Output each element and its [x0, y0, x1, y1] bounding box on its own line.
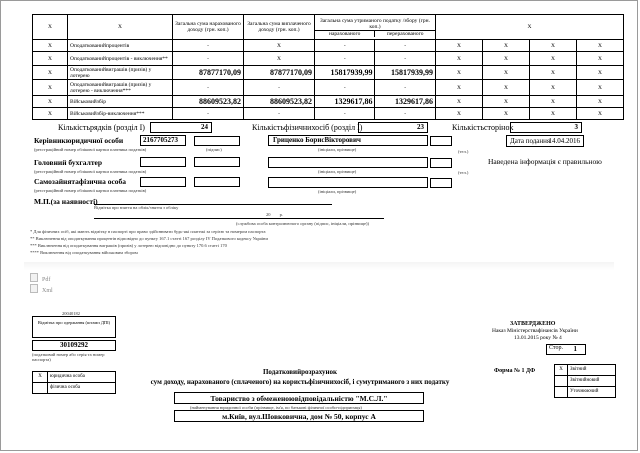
attachment-xml[interactable] [30, 279, 53, 297]
attachment-pdf-label: Pdf [42, 277, 51, 283]
header-sub-accrued: нарахованого [315, 31, 375, 37]
head-label: Керівникюридичної особи [34, 136, 124, 145]
pages-count-value: 3 [510, 122, 582, 133]
form-number: Форма № 1 ДФ [494, 368, 536, 374]
row-paid: 88609523,82 [244, 96, 315, 108]
head-tel-hint: (тел.) [458, 149, 469, 154]
person-type-label: юридична особа [48, 372, 116, 383]
person-type-mark: X [33, 372, 48, 383]
selfemployed-name-box [268, 177, 428, 188]
selfemployed-name-hint: (ініціали, прізвище) [318, 189, 357, 194]
report-type-label: Звітний [568, 365, 616, 376]
row-paid: 87877170,09 [244, 66, 315, 80]
header-tax-withheld [315, 15, 436, 40]
row-code: X [33, 66, 68, 80]
reg-date-suffix: р. [279, 212, 283, 217]
row-tax-transferred: - [375, 40, 435, 52]
table-row [33, 96, 624, 108]
row-code: X [33, 108, 68, 120]
table-row [33, 66, 624, 80]
head-sign-hint: (підпис) [206, 147, 222, 152]
footnote: ** Виключення від оподаткування процентів відповідно до пункту 167.1 статті 167 розділу IV Податкового кодексу України [30, 236, 268, 241]
report-title-1: Податковийрозрахунок [262, 368, 338, 376]
approved-title: ЗАТВЕРДЖЕНО [510, 321, 556, 327]
row-tax-accrued: - [315, 52, 375, 66]
row-accrued: 88609523,82 [173, 96, 244, 108]
row-tax-transferred: 1329617,86 [375, 96, 435, 108]
person-type-mark [33, 383, 48, 394]
xml-file-icon [30, 284, 38, 293]
head-code: 2167705273 [140, 135, 186, 146]
info-correct-text: Наведена інформація є правильною [488, 157, 602, 166]
row-label: Військовийзбір-виключення*** [68, 108, 173, 120]
row-tax-transferred: 15817939,99 [375, 66, 435, 80]
row-accrued: 87877170,09 [173, 66, 244, 80]
footnote: * Для фізичних осіб, які мають відмітку в паспорті про право здійснювати будь-які платежі за серією та номером паспорта [30, 229, 266, 234]
row-accrued: - [173, 40, 244, 52]
stamp-label: М.П.(за наявності) [34, 197, 98, 206]
report-type-mark: X [555, 365, 568, 376]
x-cell: X [529, 96, 576, 108]
footnote: **** Виключення від оподаткування військовим збором [30, 250, 138, 255]
report-type-mark [555, 387, 568, 398]
row-tax-transferred: - [375, 52, 435, 66]
table-row [33, 40, 624, 52]
report-type-mark [555, 376, 568, 387]
pages-count-label: Кількістьсторінок [452, 123, 514, 132]
header-x2: X [68, 15, 173, 40]
header-sub-transferred: перерахованого [386, 30, 424, 37]
head-tel-box [430, 136, 452, 146]
company-name: Товариство з обмеженоювідповідальністю "М.С.Л." [174, 392, 424, 404]
row-paid: - [244, 108, 315, 120]
x-cell: X [576, 52, 623, 66]
reg-line-2 [228, 204, 332, 205]
x-cell: X [529, 52, 576, 66]
dpi-stamp-box [32, 316, 116, 338]
page-number-value: 1 [573, 345, 577, 353]
x-cell: X [435, 66, 482, 80]
x-cell: X [435, 108, 482, 120]
head-name: Гриценко БорисВікторович [268, 135, 428, 146]
row-code: X [33, 80, 68, 96]
x-cell: X [482, 66, 529, 80]
x-cell: X [529, 66, 576, 80]
row-code: X [33, 40, 68, 52]
header-income-accrued: Загальна сума нарахованого доходу (грн. коп.) [173, 15, 244, 40]
official-hint: (службова особа контролюючого органу (підпис, ініціали, прізвище)) [236, 221, 370, 226]
report-type-row[interactable] [555, 387, 616, 398]
attachment-xml-label: Xml [42, 288, 53, 294]
page-separator [24, 262, 614, 270]
footnote: *** Виключення від оподаткування виграшів (призів) у лотерею відповідно до пункту 170.6 статті 170 [30, 243, 227, 248]
dpi-stamp-label: Відмітка про одержання (штамп ДПІ) [37, 320, 111, 325]
row-tax-accrued: - [315, 40, 375, 52]
accountant-code-box [140, 157, 186, 167]
header-x3: X [435, 15, 623, 40]
x-cell: X [435, 52, 482, 66]
reg-line [94, 204, 228, 205]
row-accrued: - [173, 80, 244, 96]
x-cell: X [529, 80, 576, 96]
x-cell: X [576, 96, 623, 108]
x-cell: X [529, 108, 576, 120]
x-cell: X [482, 52, 529, 66]
approved-line-2: 13.01.2015 року № 4 [514, 335, 562, 341]
row-label: Оподаткованийвиграшів (призів) у лотерею [68, 66, 173, 80]
row-paid: - [244, 80, 315, 96]
selfemployed-tel-box [430, 178, 452, 188]
x-cell: X [576, 80, 623, 96]
accountant-name-box [268, 157, 428, 168]
row-label: Оподаткованийвиграшів (призів) у лотерею - виключення*** [68, 80, 173, 96]
accountant-tel-hint: (тел.) [458, 170, 469, 175]
row-code: X [33, 52, 68, 66]
row-paid: X [244, 52, 315, 66]
accountant-code-hint: (реєстраційний номер облікової картки платника податків) [34, 169, 147, 174]
edrpou-box: 30109292 [32, 340, 116, 351]
table-row [33, 52, 624, 66]
x-cell: X [482, 96, 529, 108]
approved-line-1: Наказ Міністерствафінансів України [492, 328, 578, 334]
company-address: м.Київ, вул.Шовковична, дом № 50, корпус А [174, 410, 424, 422]
report-type-row[interactable] [555, 376, 616, 387]
report-type-label: Уточнюючий [568, 387, 616, 398]
table-row [33, 80, 624, 96]
row-tax-accrued: - [315, 80, 375, 96]
rows-count-value: 24 [150, 122, 212, 133]
row-tax-transferred: - [375, 80, 435, 96]
header-tax-label: Загальна сума утриманого податку /збору (грн. коп.) [315, 18, 435, 31]
x-cell: X [435, 80, 482, 96]
report-type-label: Звітнийновий [568, 376, 616, 387]
date-value: 14.04.2016 [548, 137, 580, 145]
income-table [32, 14, 624, 120]
footnotes [30, 228, 268, 256]
row-code: X [33, 96, 68, 108]
report-title-2: сум доходу, нарахованого (сплаченого) на користьфізичнихосіб, і сумутриманого з них податку [150, 378, 450, 386]
row-paid: X [244, 40, 315, 52]
x-cell: X [576, 40, 623, 52]
row-accrued: - [173, 108, 244, 120]
person-type-label: фізична особа [48, 383, 116, 394]
selfemployed-sign-box [194, 177, 240, 187]
reg-label: Відмітка про взяття на облік/зняття з обліку [94, 205, 179, 210]
head-name-hint: (ініціали, прізвище) [318, 147, 357, 152]
head-code-hint: (реєстраційний номер облікової картки платника податків) [34, 147, 147, 152]
page-number-box [546, 344, 586, 355]
date-label: Дата подання [510, 137, 551, 145]
date-box [506, 135, 584, 147]
selfemployed-code-box [140, 177, 186, 187]
row-tax-accrued: 15817939,99 [315, 66, 375, 80]
row-tax-accrued: - [315, 108, 375, 120]
company-hint: (найменування юридичної особи (прізвище, ім'я, по батькові фізичної особи-підприємця) [190, 405, 362, 410]
head-sign-box [194, 136, 240, 146]
rows-count-label: Кількістьрядків (розділ I) [58, 123, 145, 132]
accountant-name-hint: (ініціали, прізвище) [318, 169, 357, 174]
official-line [94, 218, 384, 219]
header-income-paid: Загальна сума виплаченого доходу (грн. коп.) [244, 15, 315, 40]
x-cell: X [435, 40, 482, 52]
x-cell: X [482, 40, 529, 52]
accountant-label: Головний бухгалтер [34, 158, 103, 167]
x-cell: X [576, 108, 623, 120]
persons-count-label: Кількістьфізичнихосіб (розділ I) [252, 123, 363, 132]
accountant-tel-box [430, 158, 452, 168]
row-label: Оподаткованийпроцентів [68, 40, 173, 52]
top-left-code: 20040182 [62, 311, 80, 316]
row-tax-accrued: 1329617,86 [315, 96, 375, 108]
header-x1: X [33, 15, 68, 40]
x-cell: X [482, 108, 529, 120]
row-tax-transferred: - [375, 108, 435, 120]
page-number-label: Стор. [549, 345, 563, 351]
reg-date-day: 20 [266, 212, 271, 217]
selfemployed-label: Самозайнятафізична особа [34, 177, 127, 186]
row-label: Військовийзбір [68, 96, 173, 108]
table-row [33, 108, 624, 120]
x-cell: X [576, 66, 623, 80]
row-label: Оподаткованийпроцентів - виключення** [68, 52, 173, 66]
edrpou-hint: (податковий номер або серія та номер паспорта) [32, 352, 105, 362]
selfemployed-code-hint: (реєстраційний номер облікової картки платника податків) [34, 188, 147, 193]
persons-count-value: 23 [358, 122, 428, 133]
x-cell: X [435, 96, 482, 108]
reg-date-hint [94, 212, 283, 217]
accountant-sign-box [194, 157, 240, 167]
row-accrued: - [173, 52, 244, 66]
x-cell: X [482, 80, 529, 96]
x-cell: X [529, 40, 576, 52]
